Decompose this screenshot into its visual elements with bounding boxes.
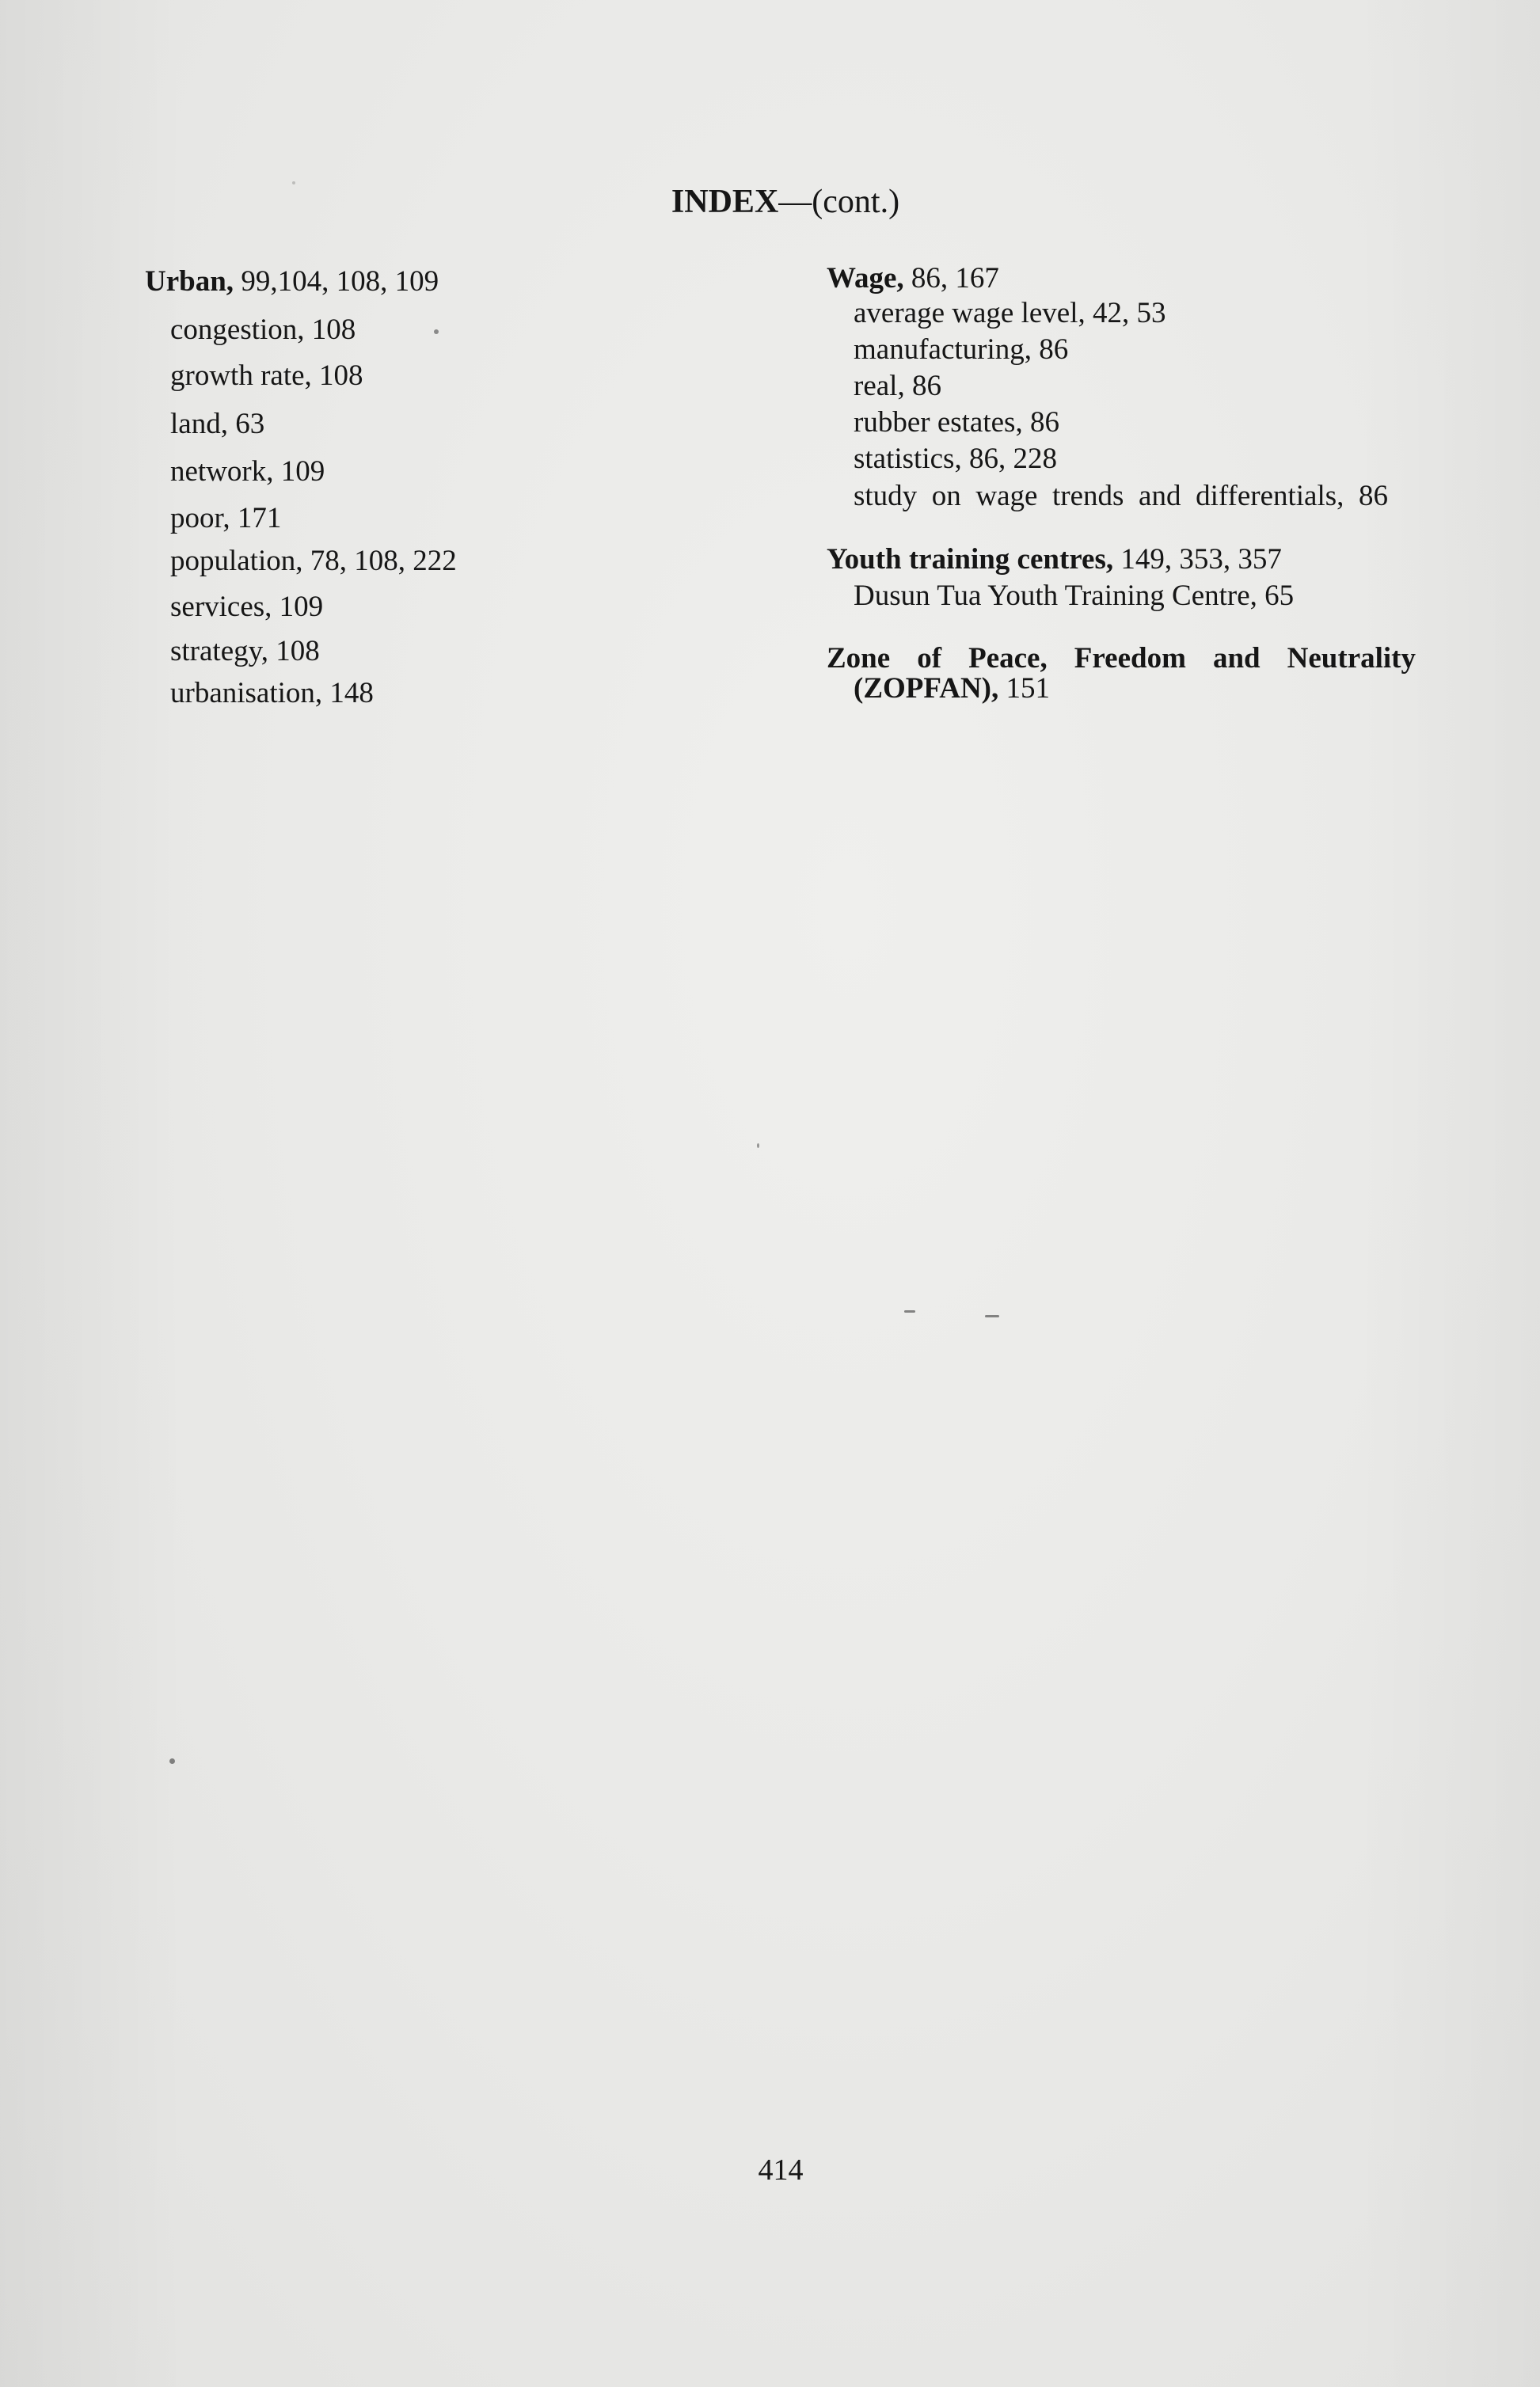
index-entry-wage <box>827 261 999 296</box>
dust-speck <box>985 1315 999 1317</box>
entry-term: Urban, <box>145 265 234 298</box>
subentry: study on wage trends and differentials, 86 <box>854 480 1388 512</box>
subentry: Dusun Tua Youth Training Centre, 65 <box>854 580 1295 612</box>
subentry: services, 109 <box>170 591 324 623</box>
dust-speck <box>169 1758 175 1764</box>
entry-term-continued: (ZOPFAN), <box>854 672 999 705</box>
subentry: statistics, 86, 228 <box>854 443 1057 475</box>
subentry: growth rate, 108 <box>170 359 363 392</box>
subentry: congestion, 108 <box>170 314 356 346</box>
title-continued: —(cont.) <box>778 184 900 220</box>
subentry: poor, 171 <box>170 502 282 534</box>
dust-speck <box>292 181 295 184</box>
dust-speck <box>434 329 439 334</box>
entry-term: Youth training centres, <box>827 543 1114 576</box>
page-title <box>548 181 1023 222</box>
subentry: rubber estates, 86 <box>854 406 1059 439</box>
index-entry-zopfan-continued <box>854 671 1050 706</box>
index-entry-youth-training-centres <box>827 542 1282 577</box>
subentry: manufacturing, 86 <box>854 333 1069 366</box>
dust-speck <box>757 1143 759 1148</box>
subentry: network, 109 <box>170 455 325 488</box>
entry-pages: 99,104, 108, 109 <box>241 265 439 298</box>
subentry: land, 63 <box>170 408 265 440</box>
entry-pages: 149, 353, 357 <box>1120 543 1282 576</box>
entry-pages: 86, 167 <box>911 262 999 295</box>
subentry: strategy, 108 <box>170 635 320 667</box>
entry-pages: 151 <box>1006 672 1050 705</box>
index-entry-urban <box>145 264 439 299</box>
subentry: real, 86 <box>854 370 941 402</box>
title-index: INDEX <box>671 184 779 220</box>
page-number: 414 <box>758 2153 804 2187</box>
dust-speck <box>904 1310 915 1313</box>
index-entry-zopfan-heading: Zone of Peace, Freedom and Neutrality <box>827 642 1416 675</box>
subentry: population, 78, 108, 222 <box>170 545 457 577</box>
subentry: urbanisation, 148 <box>170 677 374 709</box>
subentry: average wage level, 42, 53 <box>854 297 1166 329</box>
entry-term: Wage, <box>827 262 904 295</box>
